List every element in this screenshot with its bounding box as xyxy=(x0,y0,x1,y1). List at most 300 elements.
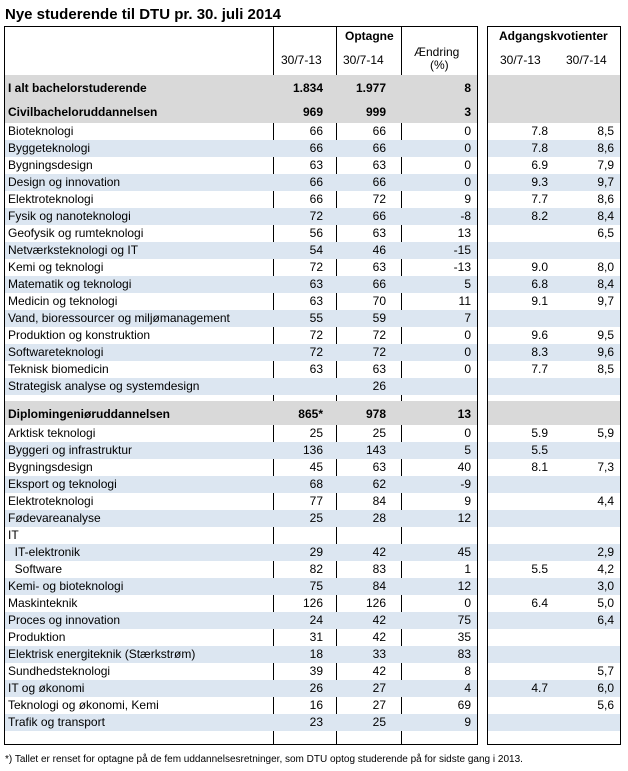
admitted-2014: 33 xyxy=(372,647,386,661)
table-row xyxy=(5,310,477,327)
table-row xyxy=(5,561,477,578)
quotient-2014: 2,9 xyxy=(597,545,614,559)
quotient-2014 xyxy=(554,99,614,123)
quotient-row xyxy=(488,140,620,157)
change-percent xyxy=(401,527,471,544)
quotient-2014 xyxy=(554,476,614,493)
table-row xyxy=(5,276,477,293)
admitted-2013: 16 xyxy=(309,698,323,712)
admitted-2013: 63 xyxy=(309,294,323,308)
table-row xyxy=(5,225,477,242)
summary-row xyxy=(488,99,620,123)
quotient-2014: 8,4 xyxy=(597,277,614,291)
quotient-2014: 5,6 xyxy=(597,698,614,712)
change-percent: 9 xyxy=(464,192,471,206)
admitted-2013: 66 xyxy=(309,192,323,206)
quotient-row xyxy=(488,293,620,310)
table-row xyxy=(5,293,477,310)
quotient-2013: 5.9 xyxy=(531,426,548,440)
table-row xyxy=(5,242,477,259)
table-row xyxy=(5,476,477,493)
change-percent: 5 xyxy=(464,277,471,291)
admitted-2013: 26 xyxy=(309,681,323,695)
quotient-2013 xyxy=(488,510,548,527)
table-row xyxy=(5,259,477,276)
quotient-row xyxy=(488,344,620,361)
quotient-row xyxy=(488,123,620,140)
quotient-2013: 5.5 xyxy=(531,562,548,576)
quotient-row xyxy=(488,157,620,174)
program-name: Maskinteknik xyxy=(8,596,78,610)
program-name: Softwareteknologi xyxy=(8,345,104,359)
change-percent: 12 xyxy=(457,511,471,525)
admissions-table xyxy=(4,26,478,745)
summary-row xyxy=(5,99,477,123)
admitted-2013: 72 xyxy=(309,260,323,274)
change-percent: 3 xyxy=(464,105,471,119)
admitted-2014: 999 xyxy=(365,105,386,119)
table-row xyxy=(5,629,477,646)
quotient-2013: 9.6 xyxy=(531,328,548,342)
admitted-2014: 126 xyxy=(365,596,386,610)
change-percent: 0 xyxy=(464,124,471,138)
program-name: Kemi- og bioteknologi xyxy=(8,579,124,593)
quotient-2014 xyxy=(554,75,614,99)
admitted-2013: 66 xyxy=(309,141,323,155)
table-row xyxy=(5,459,477,476)
admitted-2014 xyxy=(336,527,386,544)
admitted-2013 xyxy=(273,378,323,395)
change-percent: 0 xyxy=(464,426,471,440)
quotient-2014: 4,2 xyxy=(597,562,614,576)
quotient-row xyxy=(488,612,620,629)
table-row xyxy=(5,208,477,225)
change-percent: 12 xyxy=(457,579,471,593)
table-row xyxy=(5,174,477,191)
quotient-2014 xyxy=(554,442,614,459)
program-name: Bioteknologi xyxy=(8,124,74,138)
change-percent xyxy=(401,378,471,395)
quotient-2014: 5,9 xyxy=(597,426,614,440)
table-row xyxy=(5,327,477,344)
program-name: Bygningsdesign xyxy=(8,158,93,172)
change-percent: 0 xyxy=(464,328,471,342)
quotient-row xyxy=(488,697,620,714)
quotient-row xyxy=(488,714,620,731)
change-percent: 9 xyxy=(464,715,471,729)
quotient-row xyxy=(488,425,620,442)
quotient-2014: 8,5 xyxy=(597,362,614,376)
program-name: Byggeteknologi xyxy=(8,141,91,155)
admitted-2014: 42 xyxy=(372,545,386,559)
table-row xyxy=(5,123,477,140)
admitted-2014: 84 xyxy=(372,494,386,508)
quotient-2014 xyxy=(554,401,614,425)
quotient-2014: 6,5 xyxy=(597,226,614,240)
table-row xyxy=(5,191,477,208)
quotient-row xyxy=(488,629,620,646)
change-percent: 40 xyxy=(457,460,471,474)
quotient-2013: 7.7 xyxy=(531,362,548,376)
admitted-2013: 54 xyxy=(309,243,323,257)
program-name: Produktion xyxy=(8,630,66,644)
change-percent: 0 xyxy=(464,158,471,172)
table-row xyxy=(5,646,477,663)
program-name: Elektrisk energiteknik (Stærkstrøm) xyxy=(8,647,196,661)
admitted-2014: 72 xyxy=(372,345,386,359)
quotient-2013 xyxy=(488,75,548,99)
change-percent: 35 xyxy=(457,630,471,644)
footnote: *) Tallet er renset for optagne på de fem uddannelsesretninger, som DTU optog studerende på for sidste gang i 2013. xyxy=(5,754,523,765)
admitted-2014: 143 xyxy=(365,443,386,457)
quotient-2013: 6.9 xyxy=(531,158,548,172)
admitted-2013: 82 xyxy=(309,562,323,576)
quotient-row xyxy=(488,459,620,476)
quotient-row xyxy=(488,378,620,395)
admitted-2013: 1.834 xyxy=(292,81,323,95)
admitted-2014: 66 xyxy=(372,124,386,138)
admitted-2013: 72 xyxy=(309,328,323,342)
quotient-2014: 8,4 xyxy=(597,209,614,223)
quotient-2014: 8,6 xyxy=(597,141,614,155)
quotient-2013 xyxy=(488,378,548,395)
col-header-2013: 30/7-13 xyxy=(281,53,322,67)
quotient-2014: 9,6 xyxy=(597,345,614,359)
admitted-2014: 27 xyxy=(372,681,386,695)
quotient-row xyxy=(488,276,620,293)
admitted-2013: 56 xyxy=(309,226,323,240)
quotient-2013 xyxy=(488,99,548,123)
admitted-2013: 63 xyxy=(309,277,323,291)
admitted-2013: 45 xyxy=(309,460,323,474)
col-header-2014: 30/7-14 xyxy=(343,53,384,67)
change-percent: 75 xyxy=(457,613,471,627)
admitted-2014: 42 xyxy=(372,630,386,644)
col-header-change: Ændring xyxy=(414,45,460,59)
admitted-2014: 84 xyxy=(372,579,386,593)
program-name: Strategisk analyse og systemdesign xyxy=(8,379,200,393)
admitted-2013 xyxy=(273,527,323,544)
program-name: I alt bachelorstuderende xyxy=(8,81,147,95)
admitted-2013: 63 xyxy=(309,158,323,172)
admitted-2013: 72 xyxy=(309,209,323,223)
quotient-row xyxy=(488,663,620,680)
quotient-row xyxy=(488,225,620,242)
summary-row xyxy=(488,401,620,425)
program-name: Kemi og teknologi xyxy=(8,260,104,274)
quotient-row xyxy=(488,510,620,527)
quotient-2013: 8.2 xyxy=(531,209,548,223)
quotient-2014: 8,6 xyxy=(597,192,614,206)
quotient-2013 xyxy=(488,225,548,242)
admitted-2014: 66 xyxy=(372,277,386,291)
admitted-2014: 26 xyxy=(372,379,386,393)
change-percent: 5 xyxy=(464,443,471,457)
admitted-2013: 29 xyxy=(309,545,323,559)
change-percent: 9 xyxy=(464,494,471,508)
change-percent: 83 xyxy=(457,647,471,661)
quotient-2013 xyxy=(488,714,548,731)
table-row xyxy=(5,140,477,157)
admitted-2014: 42 xyxy=(372,613,386,627)
quotient-2013 xyxy=(488,493,548,510)
quotient-row xyxy=(488,242,620,259)
quotient-row xyxy=(488,476,620,493)
program-name: Teknisk biomedicin xyxy=(8,362,109,376)
table-row xyxy=(5,544,477,561)
admitted-2013: 66 xyxy=(309,124,323,138)
quotient-2013: 6.8 xyxy=(531,277,548,291)
admitted-2014: 59 xyxy=(372,311,386,325)
change-percent: -15 xyxy=(453,243,471,257)
quotient-2013 xyxy=(488,646,548,663)
program-name: Diplomingeniøruddannelsen xyxy=(8,407,171,421)
program-name: IT xyxy=(8,528,19,542)
table-row xyxy=(5,157,477,174)
quotient-2014: 6,4 xyxy=(597,613,614,627)
col-header-change-unit: (%) xyxy=(430,58,449,72)
program-name: Elektroteknologi xyxy=(8,494,94,508)
program-name: Trafik og transport xyxy=(8,715,105,729)
table-row xyxy=(5,344,477,361)
admitted-2014: 63 xyxy=(372,362,386,376)
quotient-2013 xyxy=(488,242,548,259)
quotient-2014: 7,3 xyxy=(597,460,614,474)
quotient-2014: 5,0 xyxy=(597,596,614,610)
quotient-2013 xyxy=(488,527,548,544)
change-percent: 13 xyxy=(457,226,471,240)
admitted-2013: 68 xyxy=(309,477,323,491)
quotient-2014: 8,0 xyxy=(597,260,614,274)
admitted-2013: 969 xyxy=(302,105,323,119)
admitted-2013: 126 xyxy=(302,596,323,610)
program-name: Arktisk teknologi xyxy=(8,426,96,440)
quotient-2013: 9.3 xyxy=(531,175,548,189)
change-percent: 0 xyxy=(464,345,471,359)
admitted-2013: 39 xyxy=(309,664,323,678)
change-percent: 1 xyxy=(464,562,471,576)
change-percent: 0 xyxy=(464,362,471,376)
quotient-header-2013: 30/7-13 xyxy=(500,53,541,67)
admitted-2014: 25 xyxy=(372,715,386,729)
table-row xyxy=(5,578,477,595)
admitted-2014: 66 xyxy=(372,209,386,223)
admitted-2014: 63 xyxy=(372,226,386,240)
quotient-2013: 9.1 xyxy=(531,294,548,308)
table-row xyxy=(5,612,477,629)
program-name: IT og økonomi xyxy=(8,681,85,695)
admitted-2013: 55 xyxy=(309,311,323,325)
quotient-2013: 7.8 xyxy=(531,124,548,138)
program-name: Eksport og teknologi xyxy=(8,477,117,491)
admitted-2013: 77 xyxy=(309,494,323,508)
admitted-2014: 1.977 xyxy=(355,81,386,95)
quotient-2014: 7,9 xyxy=(597,158,614,172)
quotient-row xyxy=(488,578,620,595)
program-name: Elektroteknologi xyxy=(8,192,94,206)
quotient-2013 xyxy=(488,310,548,327)
adgang-header: Adgangskvotienter xyxy=(499,29,608,43)
program-name: Software xyxy=(8,562,63,576)
table-row xyxy=(5,680,477,697)
admitted-2014: 66 xyxy=(372,175,386,189)
quotient-2013 xyxy=(488,476,548,493)
admitted-2013: 18 xyxy=(309,647,323,661)
program-name: Medicin og teknologi xyxy=(8,294,118,308)
admitted-2014: 63 xyxy=(372,158,386,172)
quotient-2014 xyxy=(554,242,614,259)
quotient-2013: 5.5 xyxy=(531,443,548,457)
quotient-row xyxy=(488,544,620,561)
admitted-2013: 136 xyxy=(302,443,323,457)
quotient-2014: 9,7 xyxy=(597,294,614,308)
program-name: Civilbacheloruddannelsen xyxy=(8,105,158,119)
quotient-row xyxy=(488,361,620,378)
quotient-row xyxy=(488,191,620,208)
program-name: Vand, bioressourcer og miljømanagement xyxy=(8,311,230,325)
change-percent: 0 xyxy=(464,141,471,155)
quotient-2014: 5,7 xyxy=(597,664,614,678)
admitted-2013: 865* xyxy=(298,407,323,421)
quotient-header-2014: 30/7-14 xyxy=(566,53,607,67)
program-name: IT-elektronik xyxy=(8,545,81,559)
quotient-row xyxy=(488,310,620,327)
quotient-row xyxy=(488,259,620,276)
quotient-row xyxy=(488,208,620,225)
quotient-row xyxy=(488,680,620,697)
admitted-2014: 46 xyxy=(372,243,386,257)
table-row xyxy=(5,361,477,378)
program-name: Teknologi og økonomi, Kemi xyxy=(8,698,159,712)
admitted-2014: 72 xyxy=(372,192,386,206)
table-row xyxy=(5,425,477,442)
quotient-row xyxy=(488,174,620,191)
program-name: Fysik og nanoteknologi xyxy=(8,209,131,223)
quotient-row xyxy=(488,442,620,459)
table-row xyxy=(5,442,477,459)
program-name: Byggeri og infrastruktur xyxy=(8,443,133,457)
admitted-2014: 978 xyxy=(365,407,386,421)
optagne-header: Optagne xyxy=(345,29,394,43)
summary-row xyxy=(5,75,477,99)
table-row xyxy=(5,697,477,714)
admitted-2013: 31 xyxy=(309,630,323,644)
quotient-2013 xyxy=(488,697,548,714)
quotient-2013: 8.3 xyxy=(531,345,548,359)
summary-row xyxy=(5,401,477,425)
change-percent: 7 xyxy=(464,311,471,325)
admitted-2013: 23 xyxy=(309,715,323,729)
admitted-2013: 72 xyxy=(309,345,323,359)
change-percent: 0 xyxy=(464,596,471,610)
quotient-row xyxy=(488,493,620,510)
quotient-row xyxy=(488,561,620,578)
program-name: Netværksteknologi og IT xyxy=(8,243,139,257)
quotient-2014: 9,7 xyxy=(597,175,614,189)
quotient-2013 xyxy=(488,612,548,629)
quotient-2014 xyxy=(554,714,614,731)
quotient-2014: 3,0 xyxy=(597,579,614,593)
table-row xyxy=(5,510,477,527)
table-row xyxy=(5,378,477,395)
table-row xyxy=(5,595,477,612)
admitted-2013: 24 xyxy=(309,613,323,627)
quotient-2014: 9,5 xyxy=(597,328,614,342)
program-name: Matematik og teknologi xyxy=(8,277,132,291)
quotient-2014: 8,5 xyxy=(597,124,614,138)
admitted-2013: 63 xyxy=(309,362,323,376)
program-name: Design og innovation xyxy=(8,175,121,189)
change-percent: -8 xyxy=(460,209,471,223)
quotient-2013: 4.7 xyxy=(531,681,548,695)
admitted-2014: 63 xyxy=(372,260,386,274)
table-row xyxy=(5,714,477,731)
quotient-2013 xyxy=(488,544,548,561)
quotient-2013: 9.0 xyxy=(531,260,548,274)
quotient-2013: 6.4 xyxy=(531,596,548,610)
change-percent: 4 xyxy=(464,681,471,695)
change-percent: 8 xyxy=(464,664,471,678)
quotient-2014: 6,0 xyxy=(597,681,614,695)
program-name: Fødevareanalyse xyxy=(8,511,101,525)
program-name: Geofysik og rumteknologi xyxy=(8,226,144,240)
program-name: Produktion og konstruktion xyxy=(8,328,151,342)
quotient-2014: 4,4 xyxy=(597,494,614,508)
admitted-2014: 70 xyxy=(372,294,386,308)
table-row xyxy=(5,663,477,680)
quotient-table xyxy=(487,26,621,745)
admitted-2014: 62 xyxy=(372,477,386,491)
quotient-2013 xyxy=(488,401,548,425)
quotient-2013: 7.7 xyxy=(531,192,548,206)
table-row xyxy=(5,493,477,510)
admitted-2014: 83 xyxy=(372,562,386,576)
quotient-2013 xyxy=(488,578,548,595)
change-percent: 13 xyxy=(457,407,471,421)
admitted-2013: 25 xyxy=(309,511,323,525)
change-percent: -9 xyxy=(460,477,471,491)
quotient-2014 xyxy=(554,629,614,646)
admitted-2014: 66 xyxy=(372,141,386,155)
change-percent: 69 xyxy=(457,698,471,712)
quotient-row xyxy=(488,327,620,344)
admitted-2014: 72 xyxy=(372,328,386,342)
summary-row xyxy=(488,75,620,99)
quotient-2013: 8.1 xyxy=(531,460,548,474)
quotient-2013 xyxy=(488,663,548,680)
admitted-2014: 42 xyxy=(372,664,386,678)
admitted-2014: 27 xyxy=(372,698,386,712)
admitted-2014: 28 xyxy=(372,511,386,525)
program-name: Bygningsdesign xyxy=(8,460,93,474)
change-percent: 11 xyxy=(458,294,471,308)
change-percent: 45 xyxy=(457,545,471,559)
change-percent: 0 xyxy=(464,175,471,189)
admitted-2013: 25 xyxy=(309,426,323,440)
change-percent: 8 xyxy=(464,81,471,95)
change-percent: -13 xyxy=(453,260,471,274)
page-title: Nye studerende til DTU pr. 30. juli 2014 xyxy=(5,6,281,23)
quotient-2013: 7.8 xyxy=(531,141,548,155)
program-name: Sundhedsteknologi xyxy=(8,664,111,678)
quotient-2014 xyxy=(554,310,614,327)
program-name: Proces og innovation xyxy=(8,613,121,627)
admitted-2014: 25 xyxy=(372,426,386,440)
quotient-2014 xyxy=(554,646,614,663)
quotient-row xyxy=(488,595,620,612)
quotient-2014 xyxy=(554,527,614,544)
quotient-row xyxy=(488,646,620,663)
